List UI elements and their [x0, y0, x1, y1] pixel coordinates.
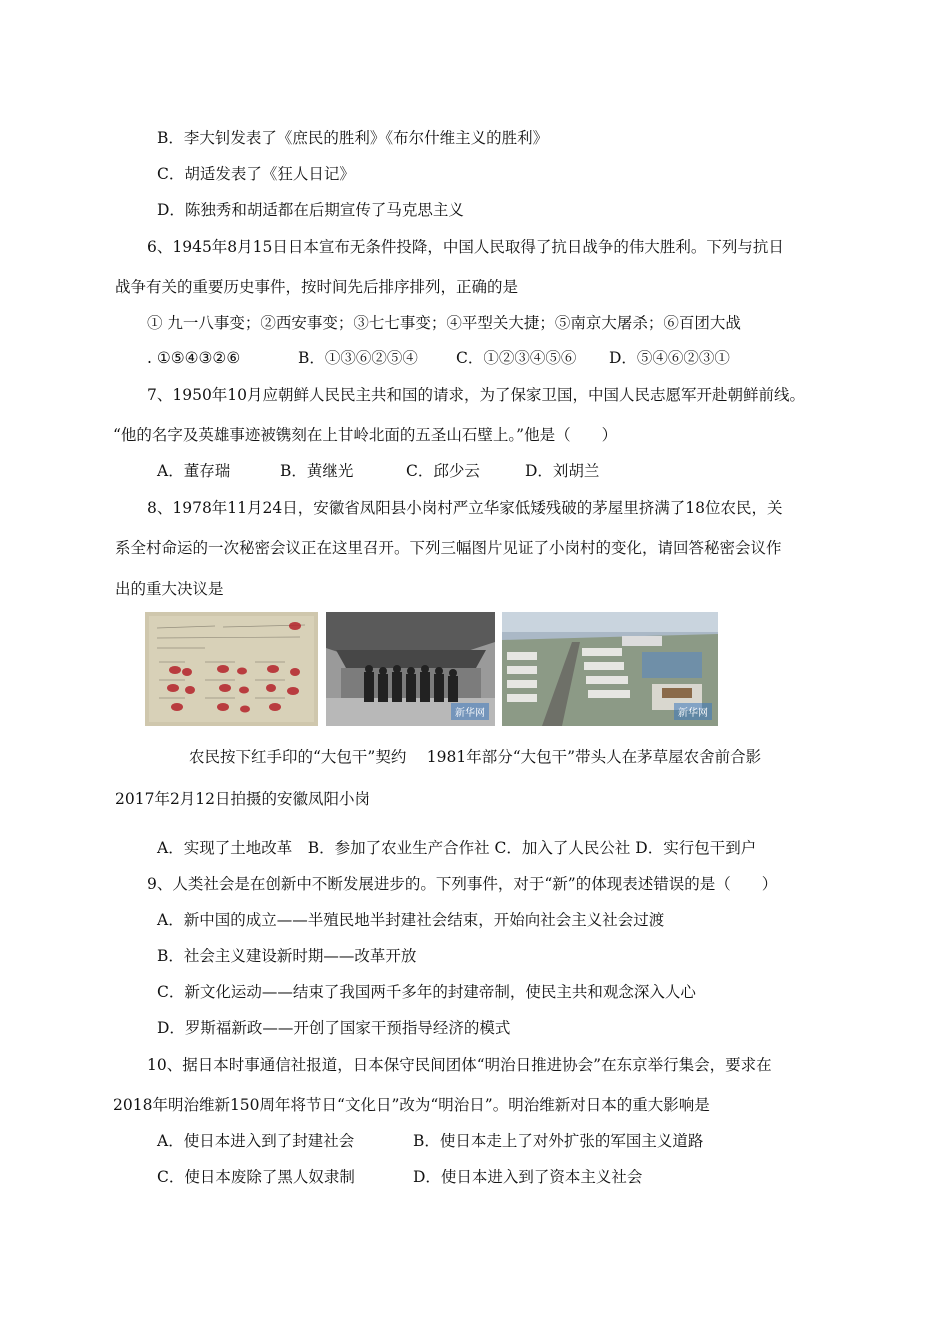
- q7-option-c: C．邱少云: [406, 462, 480, 480]
- q7-option-b: B．黄继光: [280, 462, 354, 480]
- q6-option-d: D．⑤④⑥②③①: [609, 349, 730, 367]
- group-photo: [326, 612, 495, 726]
- q6-events: ① 九一八事变；②西安事变；③七七事变；④平型关大捷；⑤南京大屠杀；⑥百团大战: [147, 314, 741, 332]
- q9-option-d: D．罗斯福新政——开创了国家干预指导经济的模式: [157, 1019, 511, 1037]
- q10-option-a: A．使日本进入到了封建社会: [157, 1132, 355, 1150]
- q10-option-c: C．使日本废除了黑人奴隶制: [157, 1168, 355, 1186]
- aerial-photo: [502, 612, 718, 726]
- q10-option-b: B．使日本走上了对外扩张的军国主义道路: [413, 1132, 704, 1150]
- q5-option-d: D．陈独秀和胡适都在后期宣传了马克思主义: [157, 201, 464, 219]
- q5-option-b: B．李大钊发表了《庶民的胜利》《布尔什维主义的胜利》: [157, 129, 549, 147]
- q10-option-d: D．使日本进入到了资本主义社会: [413, 1168, 643, 1186]
- xiaogang-photos: [145, 612, 725, 727]
- watermark-label: 新华网: [451, 703, 489, 720]
- q8-stem-line2: 系全村命运的一次秘密会议正在这里召开。下列三幅图片见证了小岗村的变化，请回答秘密会议作: [115, 539, 782, 557]
- q8-stem-line1: 8、1978年11月24日，安徽省凤阳县小岗村严立华家低矮残破的茅屋里挤满了18位农民，关: [147, 499, 783, 517]
- watermark-label: 新华网: [674, 703, 712, 720]
- q8-caption-line2: 2017年2月12日拍摄的安徽凤阳小岗: [115, 790, 371, 808]
- q9-stem: 9、人类社会是在创新中不断发展进步的。下列事件，对于“新”的体现表述错误的是（ ）: [147, 875, 778, 893]
- q9-option-a: A．新中国的成立——半殖民地半封建社会结束，开始向社会主义社会过渡: [157, 911, 665, 929]
- q8-caption-line1: 农民按下红手印的“大包干”契约 1981年部分“大包干”带头人在茅草屋农舍前合影: [189, 748, 762, 766]
- q7-stem-line1: 7、1950年10月应朝鲜人民民主共和国的请求，为了保家卫国，中国人民志愿军开赴朝鲜前线。: [147, 386, 806, 404]
- q7-option-d: D．刘胡兰: [525, 462, 600, 480]
- q10-stem-line1: 10、据日本时事通信社报道，日本保守民间团体“明治日推进协会”在东京举行集会，要求在: [147, 1056, 772, 1074]
- q6-stem-line1: 6、1945年8月15日日本宣布无条件投降，中国人民取得了抗日战争的伟大胜利。下列与抗日: [147, 238, 784, 256]
- q6-option-c: C．①②③④⑤⑥: [456, 349, 577, 367]
- q8-options: A．实现了土地改革 B．参加了农业生产合作社 C．加入了人民公社 D．实行包干到户: [157, 839, 757, 857]
- contract-image: [145, 612, 318, 726]
- q7-stem-line2: “他的名字及英雄事迹被镌刻在上甘岭北面的五圣山石壁上。”他是（ ）: [113, 426, 618, 444]
- contract-photo: [145, 612, 318, 726]
- q9-option-c: C．新文化运动——结束了我国两千多年的封建帝制，使民主共和观念深入人心: [157, 983, 696, 1001]
- q6-option-a: . ①⑤④③②⑥: [147, 349, 241, 367]
- q5-option-c: C．胡适发表了《狂人日记》: [157, 165, 355, 183]
- q6-option-b: B．①③⑥②⑤④: [298, 349, 418, 367]
- q7-option-a: A．董存瑞: [157, 462, 231, 480]
- q9-option-b: B．社会主义建设新时期——改革开放: [157, 947, 417, 965]
- q6-stem-line2: 战争有关的重要历史事件，按时间先后排序排列，正确的是: [115, 278, 519, 296]
- q10-stem-line2: 2018年明治维新150周年将节日“文化日”改为“明治日”。明治维新对日本的重大影响是: [113, 1096, 710, 1114]
- q8-stem-line3: 出的重大决议是: [115, 580, 224, 598]
